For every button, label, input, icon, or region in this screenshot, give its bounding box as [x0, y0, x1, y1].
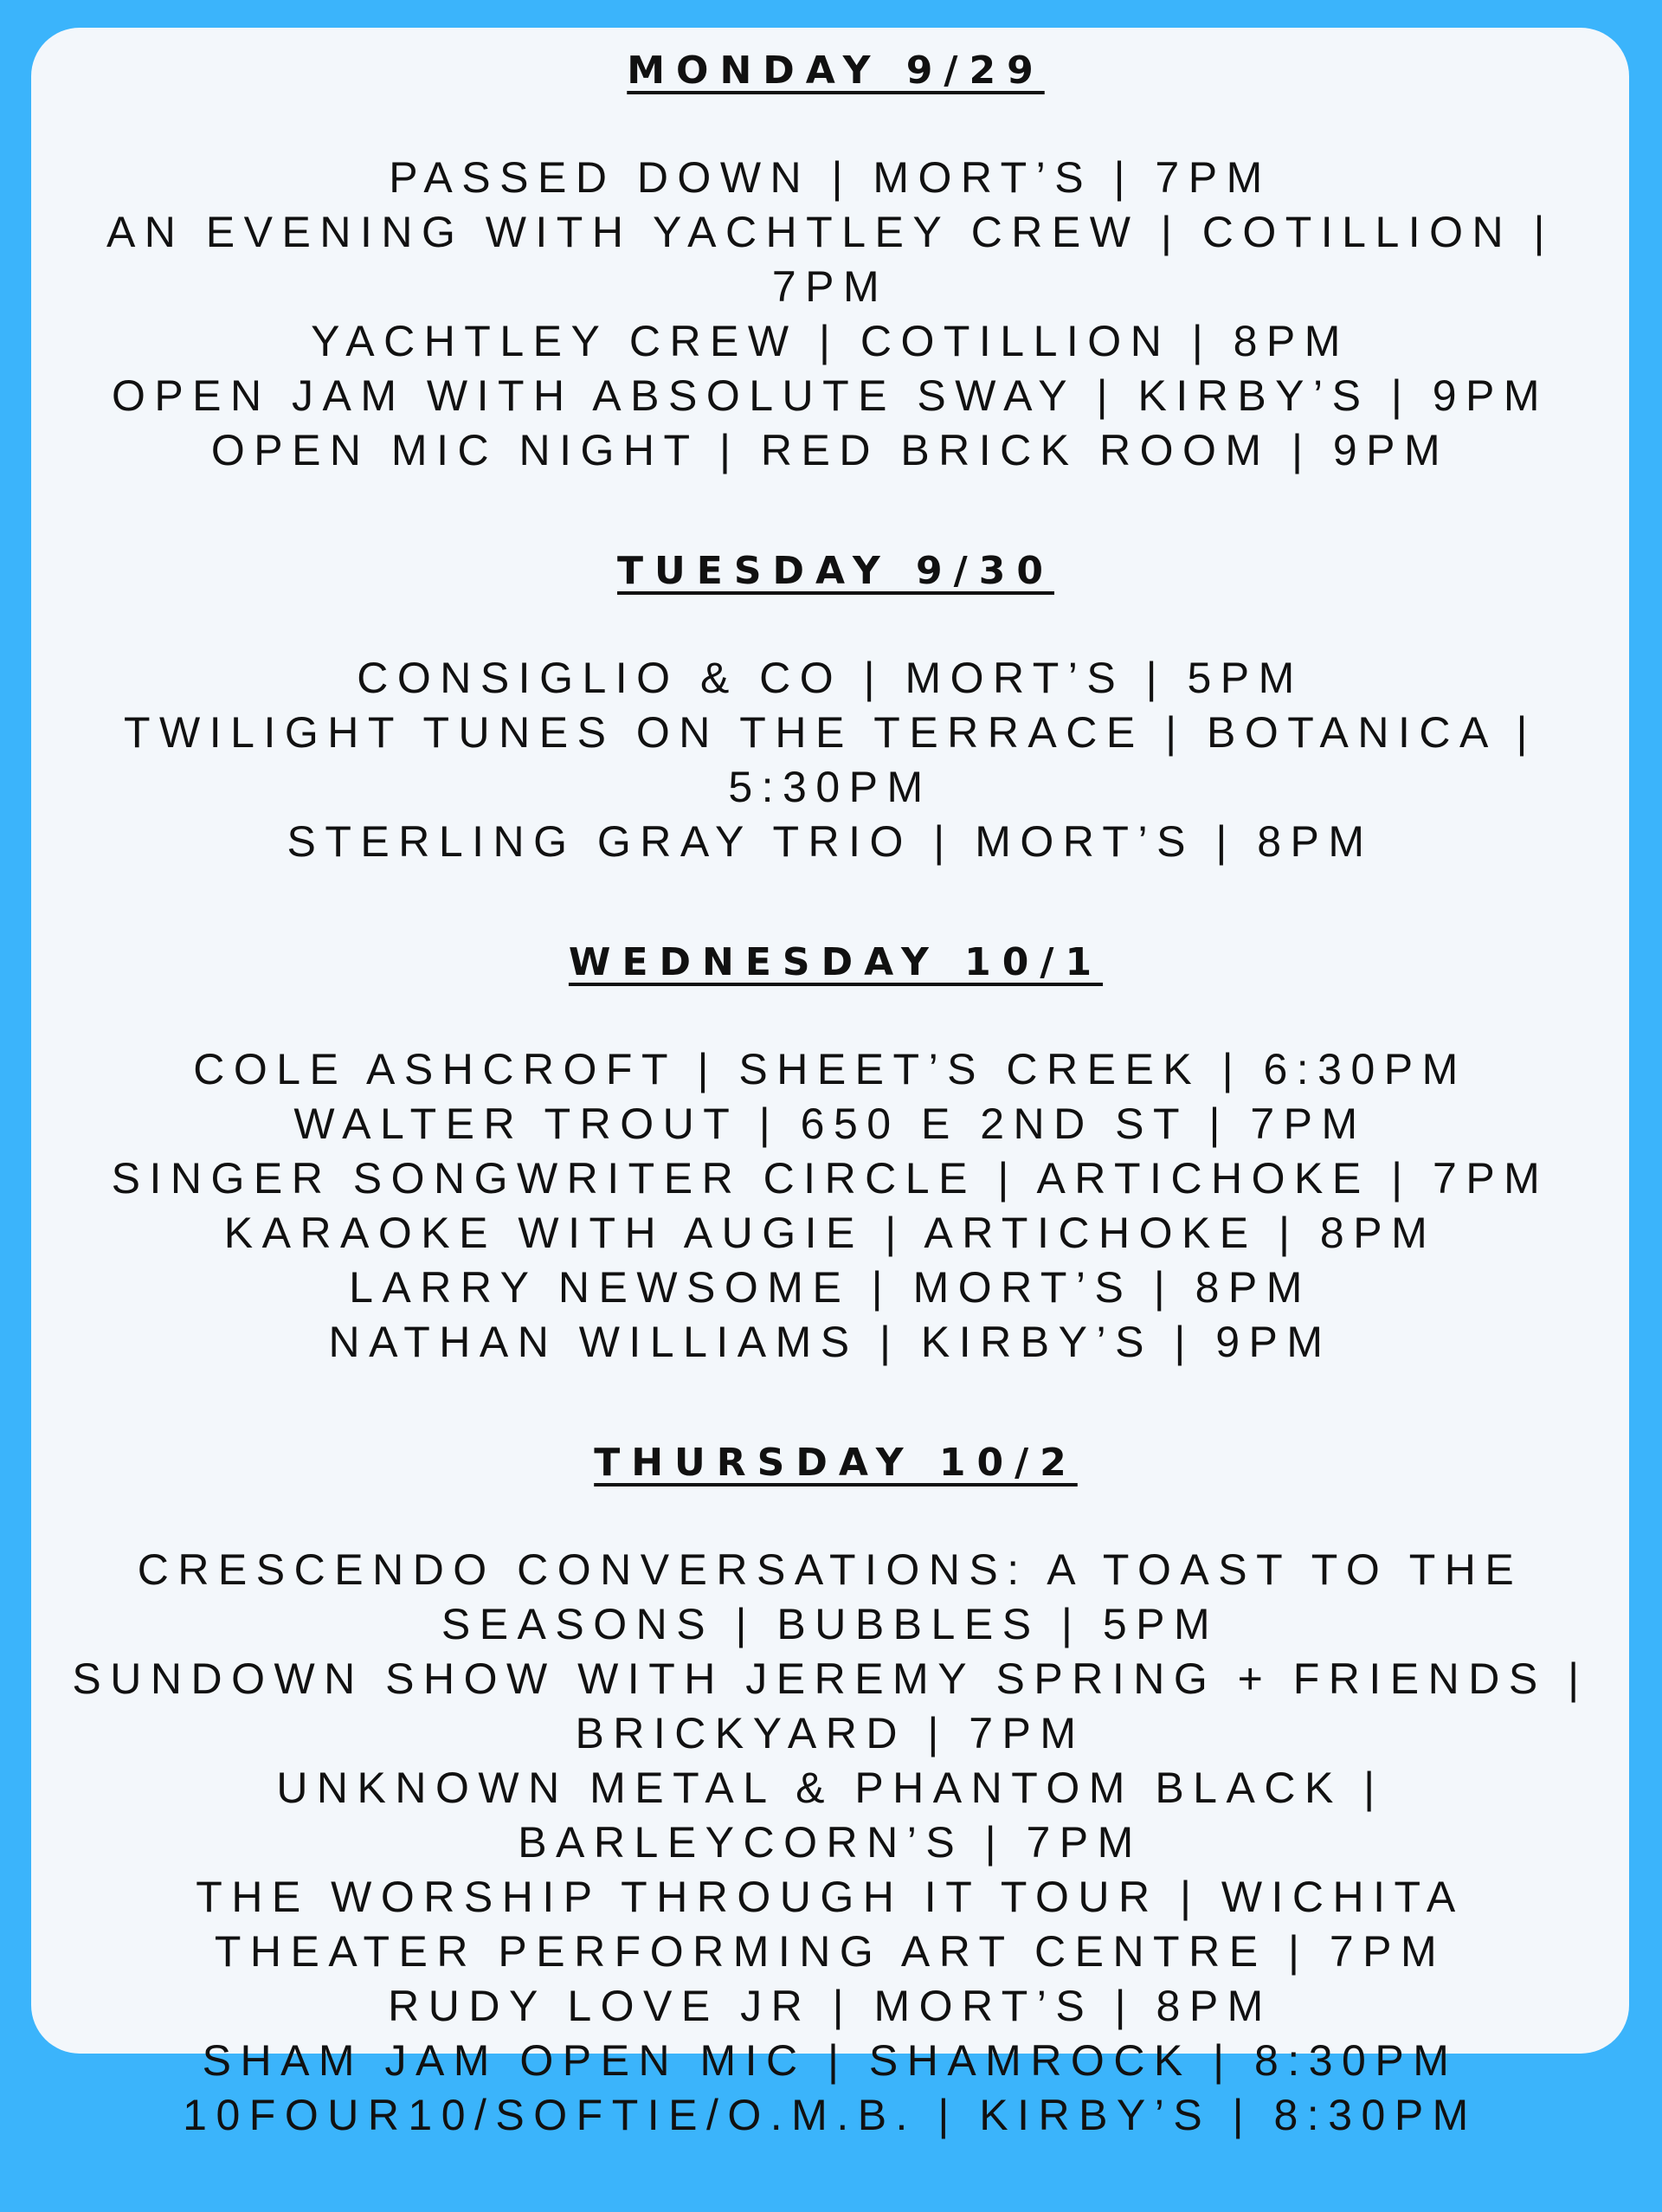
event-item: YACHTLEY CREW | COTILLION | 8PM [311, 317, 1350, 365]
event-list [31, 1543, 1629, 2143]
event-item: NATHAN WILLIAMS | KIRBY’S | 9PM [328, 1318, 1332, 1366]
day-section-tuesday [31, 547, 1629, 869]
day-heading: TUESDAY 9/30 [617, 549, 1054, 593]
event-list [31, 151, 1629, 478]
event-item: COLE ASHCROFT | SHEET’S CREEK | 6:30PM [193, 1045, 1467, 1093]
event-item: CRESCENDO CONVERSATIONS: A TOAST TO THE SEASONS | BUBBLES | 5PM [137, 1545, 1524, 1648]
day-heading: WEDNESDAY 10/1 [568, 940, 1104, 984]
event-item: CONSIGLIO & CO | MORT’S | 5PM [357, 654, 1304, 702]
event-list [31, 651, 1629, 869]
day-heading: THURSDAY 10/2 [594, 1441, 1078, 1485]
event-item: SHAM JAM OPEN MIC | SHAMROCK | 8:30PM [202, 2036, 1459, 2085]
schedule-content [31, 47, 1629, 2212]
event-item: SUNDOWN SHOW WITH JEREMY SPRING + FRIENDS | BRICKYARD | 7PM [72, 1654, 1588, 1757]
event-item: TWILIGHT TUNES ON THE TERRACE | BOTANICA | 5:30PM [124, 708, 1536, 811]
event-item: RUDY LOVE JR | MORT’S | 8PM [388, 1982, 1272, 2030]
event-item: STERLING GRAY TRIO | MORT’S | 8PM [287, 817, 1374, 866]
event-item: 10FOUR10/SOFTIE/O.M.B. | KIRBY’S | 8:30PM [183, 2091, 1478, 2139]
event-item: OPEN MIC NIGHT | RED BRICK ROOM | 9PM [210, 426, 1450, 474]
day-section-thursday [31, 1439, 1629, 2143]
event-item: SINGER SONGWRITER CIRCLE | ARTICHOKE | 7PM [111, 1154, 1549, 1203]
event-item: AN EVENING WITH YACHTLEY CREW | COTILLION | 7PM [106, 208, 1555, 311]
event-item: THE WORSHIP THROUGH IT TOUR | WICHITA THEATER PERFORMING ART CENTRE | 7PM [196, 1873, 1465, 1976]
schedule-card [31, 28, 1629, 2139]
event-item: PASSED DOWN | MORT’S | 7PM [389, 153, 1272, 202]
event-item: UNKNOWN METAL & PHANTOM BLACK | BARLEYCORN’S | 7PM [276, 1764, 1384, 1867]
event-item: WALTER TROUT | 650 E 2ND ST | 7PM [293, 1100, 1367, 1148]
day-heading: MONDAY 9/29 [627, 48, 1045, 93]
event-list [31, 1042, 1629, 1370]
day-section-wednesday [31, 938, 1629, 1370]
event-item: LARRY NEWSOME | MORT’S | 8PM [349, 1263, 1311, 1312]
event-item: OPEN JAM WITH ABSOLUTE SWAY | KIRBY’S | 9PM [111, 371, 1549, 420]
day-section-monday [31, 47, 1629, 478]
event-item: KARAOKE WITH AUGIE | ARTICHOKE | 8PM [223, 1209, 1437, 1257]
